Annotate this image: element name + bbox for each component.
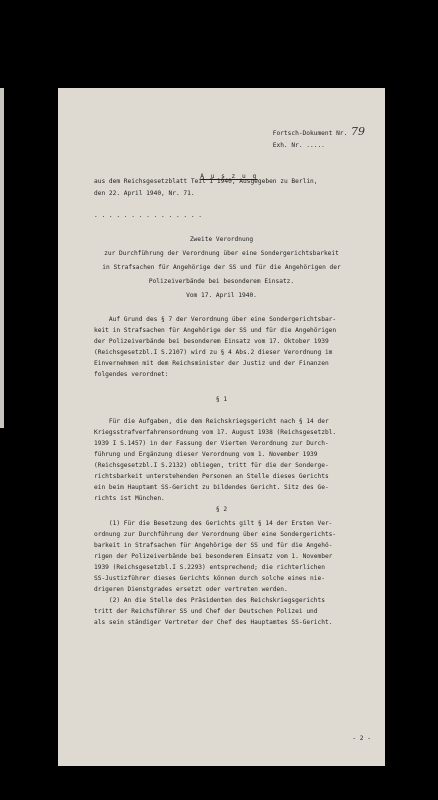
intro-line-2: keit in Strafsachen für Angehörige der SS und für die Angehörigen <box>94 327 337 334</box>
section-2-line-5: 1939 (Reichsgesetzbl.I S.2293) entsprechend; die richterlichen <box>94 564 325 571</box>
source-line-2: den 22. April 1940, Nr. 71. <box>94 190 195 197</box>
document-page <box>58 88 385 766</box>
section-1-line-7: ein beim Hauptamt SS-Gericht zu bildendes Gericht. Sitz des Ge- <box>94 484 329 491</box>
section-2-line-6: SS-Justizführer dieses Gerichts können durch solche eines nie- <box>94 575 325 582</box>
intro-line-3: der Polizeiverbände bei besonderem Einsatz vom 17. Oktober 1939 <box>94 338 329 345</box>
section-1-line-5: (Reichsgesetzbl.I S.2132) obliegen, tritt für die der Sonderge- <box>94 462 329 469</box>
section-1-line-3: 1939 I S.1457) in der Fassung der Vierten Verordnung zur Durch- <box>94 440 329 447</box>
section-2-line-10: als sein ständiger Vertreter der Chef des Hauptamtes SS-Gericht. <box>94 619 333 626</box>
intro-line-6: folgendes verordnet: <box>94 371 169 378</box>
section-1-line-1: Für die Aufgaben, die dem Reichskriegsgericht nach § 14 der <box>94 418 329 425</box>
intro-line-1: Auf Grund des § 7 der Verordnung über eine Sondergerichtsbar- <box>94 316 337 323</box>
section-2-line-4: rigen der Polizeiverbände bei besonderem Einsatz vom 1. November <box>94 553 333 560</box>
section-2-line-9: tritt der Reichsführer SS und Chef der Deutschen Polizei und <box>94 608 318 615</box>
section-2-line-2: ordnung zur Durchführung der Verordnung über eine Sondergerichts- <box>94 531 337 538</box>
section-1-line-2: Kriegsstrafverfahrensordnung vom 17. August 1938 (Reichsgesetzbl. <box>94 429 337 436</box>
source-line-1: aus dem Reichsgesetzblatt Teil I 1940, Ausgegeben zu Berlin, <box>94 178 318 185</box>
excerpt-title: A u s z u g <box>200 173 258 180</box>
section-2-line-3: barkeit in Strafsachen für Angehörige der SS und für die Angehö- <box>94 542 333 549</box>
film-edge-strip <box>0 88 4 428</box>
page-number: - 2 - <box>352 735 371 742</box>
section-1-line-6: richtsbarkeit unterstehenden Personen an Stelle dieses Gerichts <box>94 473 329 480</box>
section-1-title: § 1 <box>215 396 228 403</box>
section-2-line-1: (1) Für die Besetzung des Gerichts gilt § 14 der Ersten Ver- <box>94 520 333 527</box>
intro-line-4: (Reichsgesetzbl.I S.2107) wird zu § 4 Abs.2 dieser Verordnung im <box>94 349 333 356</box>
section-1-line-8: richts ist München. <box>94 495 165 502</box>
ordinance-date: Vom 17. April 1940. <box>186 292 257 299</box>
document-header <box>273 126 365 154</box>
ordinance-heading-line-1: zur Durchführung der Verordnung über eine Sondergerichtsbarkeit <box>104 250 339 257</box>
section-2-line-7: drigeren Dienstgrades ersetzt oder vertreten werden. <box>94 586 288 593</box>
ordinance-heading-line-3: Polizeiverbände bei besonderem Einsatz. <box>148 278 295 285</box>
exhibit-number-label: Exh. Nr. ..... <box>272 142 325 149</box>
ordinance-heading: Zweite Verordnung <box>189 236 254 243</box>
document-number-label: Fortsch-Dokument Nr. <box>272 130 348 137</box>
handwritten-document-number: 79 <box>351 125 365 138</box>
intro-line-5: Einvernehmen mit dem Reichsminister der Justiz und der Finanzen <box>94 360 329 367</box>
section-1-line-4: führung und Ergänzung dieser Verordnung vom 1. November 1939 <box>94 451 318 458</box>
section-2-title: § 2 <box>215 506 228 513</box>
ordinance-heading-line-2: in Strafsachen für Angehörige der SS und für die Angehörigen der <box>102 264 341 271</box>
section-2-line-8: (2) An die Stelle des Präsidenten des Reichskriegsgerichts <box>94 597 325 604</box>
ellipsis-dots: . . . . . . . . . . . . . . . <box>94 212 203 219</box>
